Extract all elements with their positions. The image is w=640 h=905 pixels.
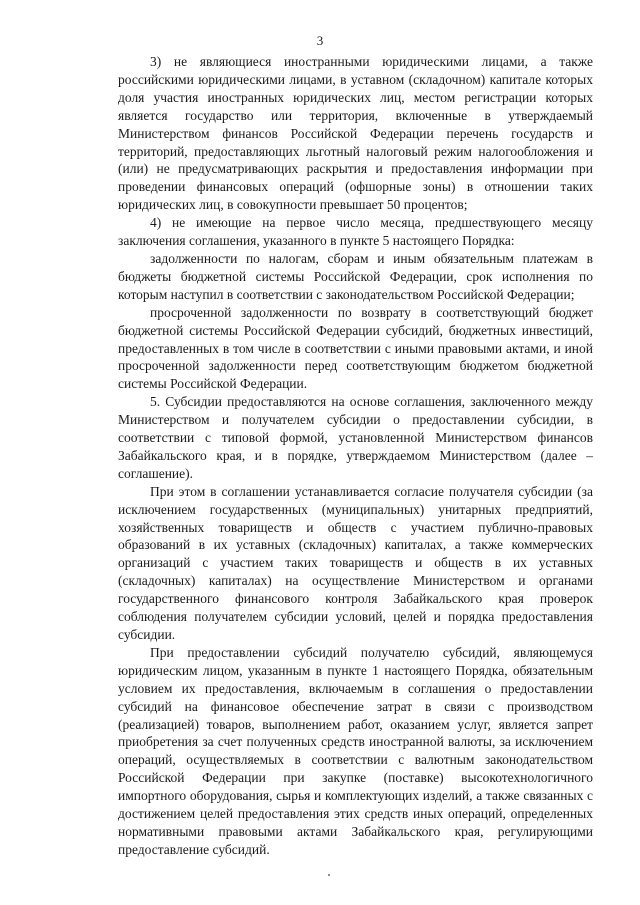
page-number: 3: [316, 33, 324, 48]
paragraph-tax-debt: задолженности по налогам, сборам и иным обязательным платежам в бюджеты бюджетной системы Российской Федерации, срок исполнения по которым наступил в соответствии с законодательством Российской Федерации;: [118, 250, 593, 302]
paragraph-currency-ban: При предоставлении субсидий получателю субсидий, являющемуся юридическим лицом, указанным в пункте 1 настоящего Порядка, обязательным условием их предоставления, включаемым в соглашения о предоставлении субсидий на финансовое обеспечение затрат в связи с производством (реализацией) товаров, выполнением работ, оказанием услуг, является запрет приобретения за счет полученных средств иностранной валюты, за исключением операций, осуществляемых в соответствии с валютным законодательством Российской Федерации при закупке (поставке) высокотехнологичного импортного оборудования, сырья и комплектующих изделий, а также связанных с достижением целей предоставления этих средств иных операций, определенных нормативными правовыми актами Забайкальского края, регулирующими предоставление субсидий.: [118, 644, 593, 857]
document-body: [118, 53, 593, 859]
scan-dot-mark: [328, 874, 330, 876]
paragraph-item-3: 3) не являющиеся иностранными юридическими лицами, а также российскими юридическими лицами, в уставном (складочном) капитале которых доля участия иностранных юридических лиц, местом регистрации которых является государство или территория, включенные в утверждаемый Министерством финансов Российской Федерации перечень государств и территорий, предоставляющих льготный налоговый режим налогообложения и (или) не предусматривающих раскрытия и предоставления информации при проведении финансовых операций (офшорные зоны) в отношении таких юридических лиц, в совокупности превышает 50 процентов;: [118, 54, 593, 213]
paragraph-item-5: 5. Субсидии предоставляются на основе соглашения, заключенного между Министерством и получателем субсидии о предоставлении субсидии, в соответствии с типовой формой, установленной Министерством финансов Забайкальского края, и в порядке, утверждаемом Министерством (далее – соглашение).: [118, 394, 593, 481]
paragraph-consent: При этом в соглашении устанавливается согласие получателя субсидии (за исключением государственных (муниципальных) унитарных предприятий, хозяйственных товариществ и обществ с участием публично-правовых образований в их уставных (складочных) капиталах, а также коммерческих организаций с участием таких товариществ и обществ в их уставных (складочных) капиталах) на осуществление Министерством и органами государственного финансового контроля Забайкальского края проверок соблюдения получателем субсидии условий, целей и порядка предоставления субсидии.: [118, 483, 593, 642]
paragraph-overdue-debt: просроченной задолженности по возврату в соответствующий бюджет бюджетной системы Российской Федерации субсидий, бюджетных инвестиций, предоставленных в том числе в соответствии с иными правовыми актами, и иной просроченной задолженности перед соответствующим бюджетом бюджетной системы Российской Федерации.: [118, 304, 593, 392]
paragraph-item-4: 4) не имеющие на первое число месяца, предшествующего месяцу заключения соглашения, указанного в пункте 5 настоящего Порядка:: [118, 215, 593, 249]
